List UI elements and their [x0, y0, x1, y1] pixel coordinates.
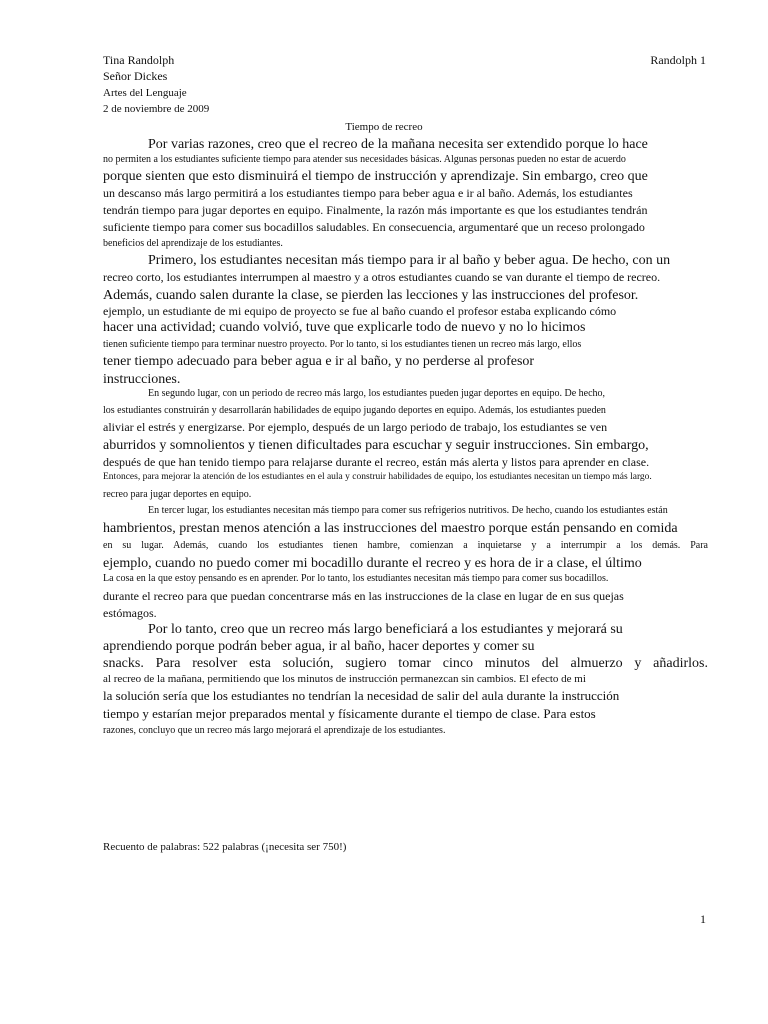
- body-line: tendrán tiempo para jugar deportes en equipo. Finalmente, la razón más importante es que los estudiantes tendrán: [103, 204, 648, 217]
- body-line: razones, concluyo que un recreo más largo mejorará el aprendizaje de los estudiantes.: [103, 725, 446, 736]
- body-line: Por lo tanto, creo que un recreo más largo beneficiará a los estudiantes y mejorará su: [148, 622, 623, 637]
- body-line: aliviar el estrés y energizarse. Por ejemplo, después de un largo periodo de trabajo, los estudiantes se ven: [103, 421, 608, 434]
- body-line: porque sienten que esto disminuirá el tiempo de instrucción y aprendizaje. Sin embargo, creo que: [103, 169, 648, 184]
- body-line: instrucciones.: [103, 372, 181, 387]
- body-line: ejemplo, un estudiante de mi equipo de proyecto se fue al baño cuando el profesor estaba explicando cómo: [103, 305, 617, 318]
- running-header: Randolph 1: [650, 54, 706, 67]
- body-line: tener tiempo adecuado para beber agua e ir al baño, y no perderse al profesor: [103, 354, 535, 369]
- body-line: Por varias razones, creo que el recreo de la mañana necesita ser extendido porque lo hace: [148, 137, 648, 152]
- body-line: estómagos.: [103, 607, 157, 620]
- body-line: tienen suficiente tiempo para terminar nuestro proyecto. Por lo tanto, si los estudiantes tienen un recreo más largo, ellos: [103, 339, 582, 350]
- body-line: beneficios del aprendizaje de los estudiantes.: [103, 238, 283, 249]
- body-line: en su lugar. Además, cuando los estudiantes tienen hambre, comienzan a inquietarse y a interrumpir a los demás. Para: [103, 540, 708, 551]
- body-line: los estudiantes construirán y desarrollarán habilidades de equipo jugando deportes en equipo. Además, los estudiantes pueden: [103, 405, 606, 416]
- body-line: ejemplo, cuando no puedo comer mi bocadillo durante el recreo y es hora de ir a clase, el último: [103, 556, 642, 571]
- body-line: al recreo de la mañana, permitiendo que los minutos de instrucción permanezcan sin cambios. El efecto de mi: [103, 673, 586, 685]
- date: 2 de noviembre de 2009: [103, 103, 210, 115]
- page-number: 1: [700, 913, 706, 926]
- body-line: Además, cuando salen durante la clase, se pierden las lecciones y las instrucciones del profesor.: [103, 288, 639, 303]
- body-line: hambrientos, prestan menos atención a las instrucciones del maestro porque están pensando en comida: [103, 521, 678, 536]
- body-line: Primero, los estudiantes necesitan más tiempo para ir al baño y beber agua. De hecho, con un: [148, 253, 671, 268]
- body-line: aburridos y somnolientos y tienen dificultades para escuchar y seguir instrucciones. Sin embargo,: [103, 438, 649, 453]
- body-line: durante el recreo para que puedan concentrarse más en las instrucciones de la clase en lugar de en sus quejas: [103, 590, 624, 603]
- body-line: no permiten a los estudiantes suficiente tiempo para atender sus necesidades básicas. Algunas personas pueden no estar de acuerdo: [103, 154, 626, 165]
- author-name: Tina Randolph: [103, 54, 175, 67]
- body-line: un descanso más largo permitirá a los estudiantes tiempo para beber agua e ir al baño. Además, los estudiantes: [103, 187, 633, 200]
- word-count: Recuento de palabras: 522 palabras (¡necesita ser 750!): [103, 841, 347, 853]
- body-line: Entonces, para mejorar la atención de los estudiantes en el aula y construir habilidades de equipo, los estudiantes necesitan un tiempo más largo.: [103, 472, 652, 482]
- teacher-name: Señor Dickes: [103, 70, 168, 83]
- body-line: recreo corto, los estudiantes interrumpen al maestro y a otros estudiantes cuando se van durante el tiempo de recreo.: [103, 271, 661, 284]
- essay-title: Tiempo de recreo: [345, 121, 423, 133]
- body-line: recreo para jugar deportes en equipo.: [103, 489, 252, 500]
- body-line: En segundo lugar, con un periodo de recreo más largo, los estudiantes pueden jugar deportes en equipo. De hecho,: [148, 388, 606, 399]
- body-line: snacks. Para resolver esta solución, sugiero tomar cinco minutos del almuerzo y añadirlos.: [103, 656, 708, 671]
- body-line: después de que han tenido tiempo para relajarse durante el recreo, están más alerta y listos para aprender en clase.: [103, 456, 650, 469]
- body-line: aprendiendo porque podrán beber agua, ir al baño, hacer deportes y comer su: [103, 639, 535, 654]
- body-line: suficiente tiempo para comer sus bocadillos saludables. En consecuencia, argumentaré que un receso prolongado: [103, 221, 645, 234]
- body-line: hacer una actividad; cuando volvió, tuve que explicarle todo de nuevo y no lo hicimos: [103, 320, 586, 335]
- body-line: la solución sería que los estudiantes no tendrían la necesidad de salir del aula durante la instrucción: [103, 689, 620, 703]
- body-line: En tercer lugar, los estudiantes necesitan más tiempo para comer sus refrigerios nutritivos. De hecho, cuando los estudiantes están: [148, 505, 668, 516]
- body-line: La cosa en la que estoy pensando es en aprender. Por lo tanto, los estudiantes necesitan más tiempo para comer sus bocadillos.: [103, 573, 609, 584]
- body-line: tiempo y estarían mejor preparados mental y físicamente durante el tiempo de clase. Para estos: [103, 707, 596, 721]
- course-name: Artes del Lenguaje: [103, 87, 187, 99]
